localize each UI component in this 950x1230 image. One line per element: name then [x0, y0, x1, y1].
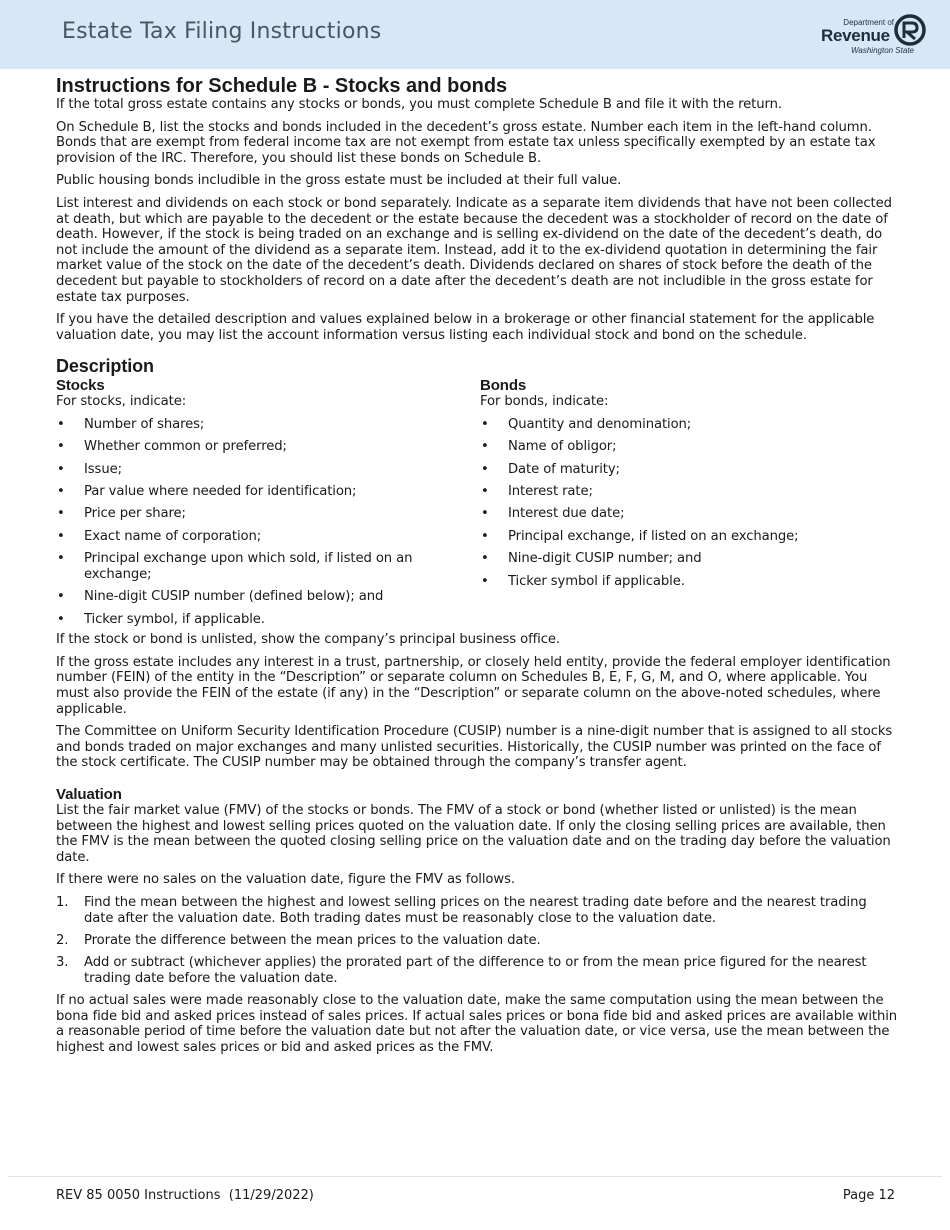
valuation-no-sales: If there were no sales on the valuation date, figure the FMV as follows.: [56, 872, 515, 888]
bonds-column: [480, 377, 900, 632]
dor-logo: [818, 14, 928, 58]
stocks-intro: For stocks, indicate:: [56, 394, 187, 410]
stocks-list: [56, 417, 480, 627]
description-heading: Description: [56, 356, 154, 377]
intro-paragraph: If the total gross estate contains any stocks or bonds, you must complete Schedule B and file it with the return.: [56, 97, 782, 112]
list-item: • Par value where needed for identification;: [57, 484, 357, 500]
footer-form-number: REV 85 0050 Instructions (11/29/2022): [56, 1188, 314, 1203]
list-item: • Ticker symbol, if applicable.: [57, 611, 265, 627]
list-item: • Principal exchange upon which sold, if listed on an exchange;: [57, 551, 413, 582]
list-item: • Nine-digit CUSIP number (defined below); and: [57, 589, 384, 605]
stocks-heading: Stocks: [56, 377, 105, 395]
footer-divider: [8, 1176, 942, 1177]
main-content: [56, 74, 900, 1063]
bonds-heading: Bonds: [480, 377, 527, 395]
list-item: • Issue;: [57, 461, 122, 477]
list-item: • Number of shares;: [57, 416, 205, 432]
list-item: • Price per share;: [57, 506, 186, 522]
revenue-emblem-icon: [894, 14, 926, 46]
description-paragraph: If the stock or bond is unlisted, show the company’s principal business office.: [56, 632, 560, 648]
list-item: • Principal exchange, if listed on an exchange;: [481, 528, 799, 544]
intro-paragraph: Public housing bonds includible in the gross estate must be included at their full value.: [56, 173, 622, 189]
valuation-closing: If no actual sales were made reasonably close to the valuation date, make the same computation using the mean between the bona fide bid and asked prices instead of sales prices. If actual sales prices or bona fide bid and asked prices are available within a reasonable period of time before the valuation date but not after the valuation date, or vice versa, use the mean between the highest and lowest sales prices or bid and asked prices as the FMV.: [56, 993, 898, 1056]
intro-paragraph: On Schedule B, list the stocks and bonds included in the decedent’s gross estate. Number each item in the left-hand column. Bonds that are exempt from federal income tax are not exempt from estate tax unless specifically exempted by an estate tax provision of the IRC. Therefore, you should list these bonds on Schedule B.: [56, 119, 876, 166]
footer-page-number: Page 12: [842, 1188, 895, 1203]
logo-state-text: Washington State: [850, 46, 914, 55]
logo-dept-text: Department of: [843, 18, 894, 27]
list-item: • Quantity and denomination;: [481, 416, 692, 432]
list-item: • Date of maturity;: [481, 461, 620, 477]
description-paragraph: The Committee on Uniform Security Identification Procedure (CUSIP) number is a nine-digit number that is assigned to all stocks and bonds traded on major exchanges and many unlisted securities. Historically, the CUSIP number was printed on the face of the stock certificate. The CUSIP number may be obtained through the company’s transfer agent.: [56, 724, 893, 771]
valuation-steps: [56, 895, 900, 987]
list-item: • Interest due date;: [481, 506, 625, 522]
page-header: [0, 0, 950, 69]
list-item: • Whether common or preferred;: [57, 439, 287, 455]
section-title: Instructions for Schedule B - Stocks and bonds: [56, 75, 508, 97]
header-title: Estate Tax Filing Instructions: [62, 19, 382, 44]
logo-revenue-text: Revenue: [821, 26, 890, 45]
list-item: • Ticker symbol if applicable.: [481, 573, 685, 589]
list-item: • Exact name of corporation;: [57, 528, 262, 544]
list-item: 3. Add or subtract (whichever applies) the prorated part of the difference to or from the mean price figured for the nearest trading date before the valuation date.: [56, 955, 867, 986]
list-item: • Name of obligor;: [481, 439, 617, 455]
description-columns: [56, 377, 900, 632]
list-item: • Nine-digit CUSIP number; and: [481, 551, 702, 567]
intro-paragraph: List interest and dividends on each stock or bond separately. Indicate as a separate item dividends that have not been collected at death, but which are payable to the decedent or the estate because the decedent was a stockholder of record on the date of death. However, if the stock is being traded on an exchange and is selling ex-dividend on the date of the decedent’s death, do not include the amount of the dividend as a separate item. Instead, add it to the ex-dividend quotation in determining the fair market value of the stock on the date of the decedent’s death. Dividends declared on shares of stock before the death of the decedent but payable to stockholders of record on a date after the decedent’s death are not includible in the gross estate for estate tax purposes.: [56, 195, 892, 305]
list-item: • Interest rate;: [481, 484, 593, 500]
description-paragraph: If the gross estate includes any interest in a trust, partnership, or closely held entity, provide the federal employer identification number (FEIN) of the entity in the “Description” or separate column on Schedules B, E, F, G, M, and O, where applicable. You must also provide the FEIN of the estate (if any) in the “Description” or separate column on the above-noted schedules, where applicable.: [56, 654, 891, 717]
intro-paragraph: If you have the detailed description and values explained below in a brokerage or other financial statement for the applicable valuation date, you may list the account information versus listing each individual stock and bond on the schedule.: [56, 312, 875, 343]
bonds-intro: For bonds, indicate:: [480, 394, 609, 410]
list-item: 1. Find the mean between the highest and lowest selling prices on the nearest trading date before and the nearest trading date after the valuation date. Both trading dates must be reasonably close to the valuation date.: [56, 894, 867, 926]
list-item: 2. Prorate the difference between the mean prices to the valuation date.: [56, 932, 541, 948]
stocks-column: [56, 377, 480, 632]
bonds-list: [480, 417, 900, 589]
valuation-intro: List the fair market value (FMV) of the stocks or bonds. The FMV of a stock or bond (whether listed or unlisted) is the mean between the highest and lowest selling prices quoted on the valuation date. If only the closing selling prices are available, then the FMV is the mean between the quoted closing selling price on the valuation date and on the trading day before the valuation date.: [56, 802, 891, 865]
valuation-heading: Valuation: [56, 785, 122, 803]
